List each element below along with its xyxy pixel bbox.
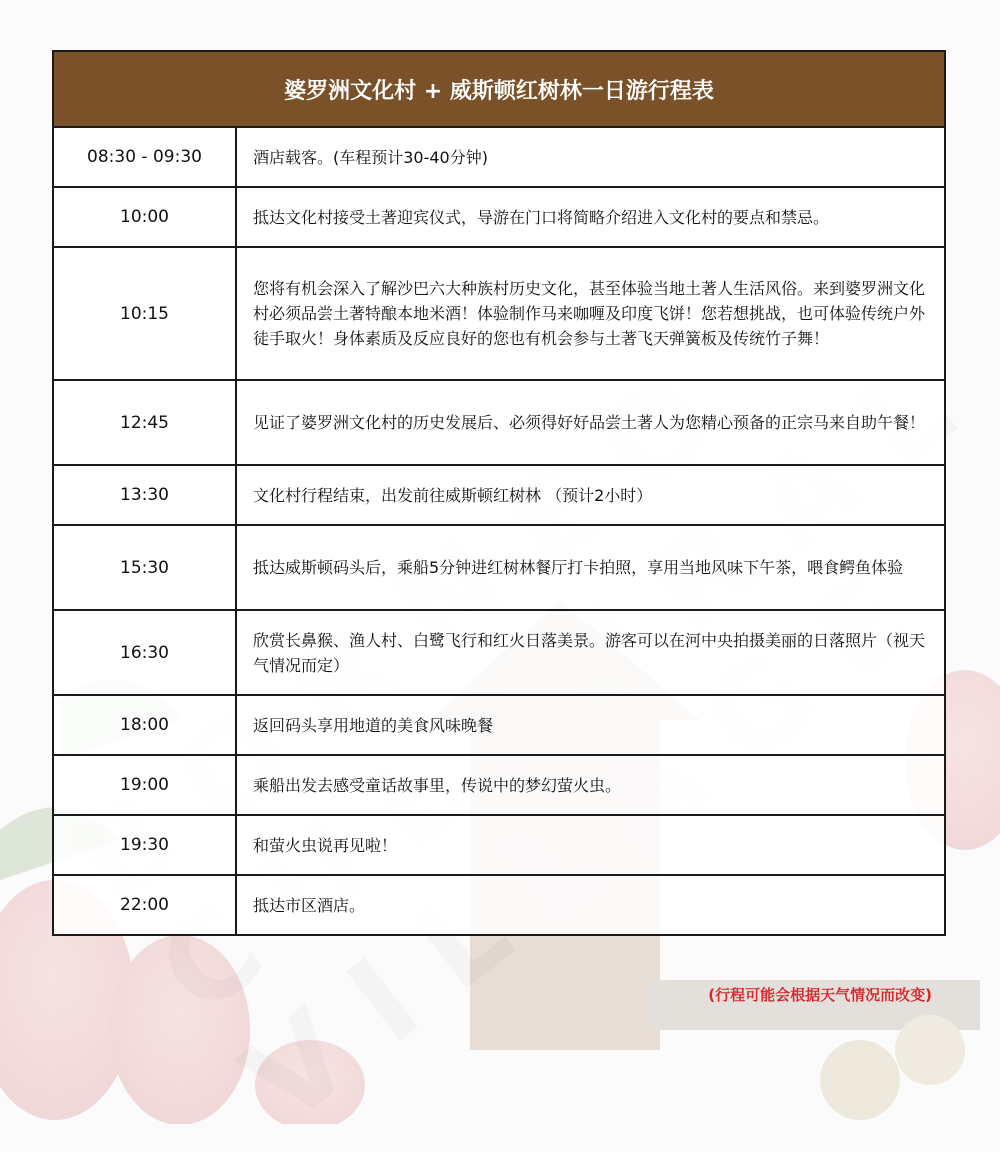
table-row <box>53 875 945 935</box>
row-description: 文化村行程结束，出发前往威斯顿红树林 （预计2小时） <box>236 465 945 525</box>
row-time: 10:00 <box>53 187 236 247</box>
table-row <box>53 695 945 755</box>
row-time: 18:00 <box>53 695 236 755</box>
table-row <box>53 247 945 380</box>
row-description: 您将有机会深入了解沙巴六大种族村历史文化，甚至体验当地土著人生活风俗。来到婆罗洲文化村必须品尝土著特酿本地米酒！体验制作马来咖喱及印度飞饼！您若想挑战，也可体验传统户外徒手取火！身体素质及反应良好的您也有机会参与土著飞天弹簧板及传统竹子舞！ <box>236 247 945 380</box>
table-row <box>53 755 945 815</box>
row-description: 返回码头享用地道的美食风味晚餐 <box>236 695 945 755</box>
row-description: 抵达文化村接受土著迎宾仪式，导游在门口将简略介绍进入文化村的要点和禁忌。 <box>236 187 945 247</box>
row-time: 19:30 <box>53 815 236 875</box>
weather-note: (行程可能会根据天气情况而改变) <box>708 986 932 1004</box>
row-description: 抵达市区酒店。 <box>236 875 945 935</box>
row-time: 08:30 - 09:30 <box>53 127 236 187</box>
table-row <box>53 815 945 875</box>
table-row <box>53 525 945 610</box>
row-time: 15:30 <box>53 525 236 610</box>
table-row <box>53 465 945 525</box>
row-description: 乘船出发去感受童话故事里，传说中的梦幻萤火虫。 <box>236 755 945 815</box>
row-time: 22:00 <box>53 875 236 935</box>
row-time: 10:15 <box>53 247 236 380</box>
table-row <box>53 187 945 247</box>
row-time: 12:45 <box>53 380 236 465</box>
table-row <box>53 127 945 187</box>
row-description: 和萤火虫说再见啦！ <box>236 815 945 875</box>
row-description: 酒店载客。(车程预计30-40分钟) <box>236 127 945 187</box>
row-time: 16:30 <box>53 610 236 695</box>
row-description: 欣赏长鼻猴、渔人村、白鹭飞行和红火日落美景。游客可以在河中央拍摄美丽的日落照片（视天气情况而定） <box>236 610 945 695</box>
table-row <box>53 380 945 465</box>
table-row <box>53 610 945 695</box>
row-description: 抵达威斯顿码头后，乘船5分钟进红树林餐厅打卡拍照，享用当地风味下午茶，喂食鳄鱼体验 <box>236 525 945 610</box>
row-time: 19:00 <box>53 755 236 815</box>
row-description: 见证了婆罗洲文化村的历史发展后、必须得好好品尝土著人为您精心预备的正宗马来自助午餐！ <box>236 380 945 465</box>
table-header-row <box>53 51 945 127</box>
table-title: 婆罗洲文化村 + 威斯顿红树林一日游行程表 <box>53 51 945 127</box>
itinerary-table <box>52 50 946 936</box>
row-time: 13:30 <box>53 465 236 525</box>
